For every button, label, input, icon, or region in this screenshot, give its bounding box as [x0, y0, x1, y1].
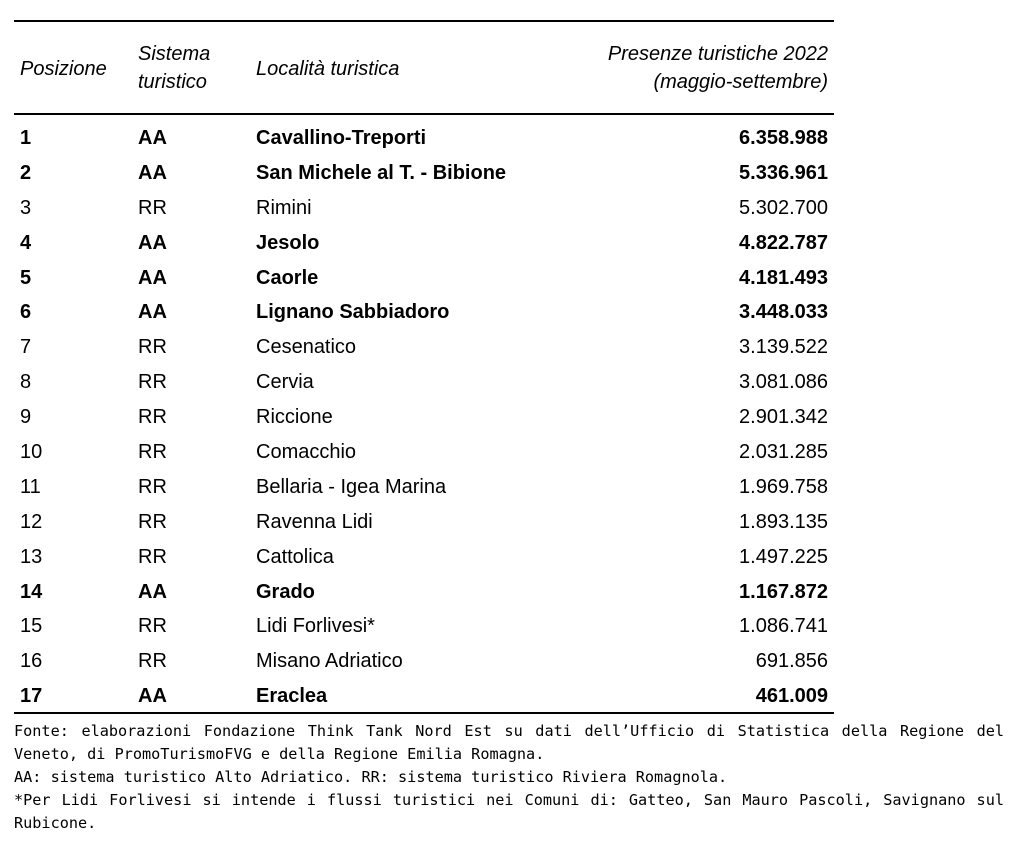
- table-row: [14, 542, 834, 577]
- cell-locality: Riccione: [256, 406, 333, 429]
- cell-position: 16: [20, 650, 43, 673]
- header-system: [138, 40, 210, 96]
- cell-locality: Ravenna Lidi: [256, 510, 373, 533]
- cell-presences: 1.497.225: [739, 545, 828, 568]
- cell-locality: San Michele al T. - Bibione: [256, 161, 507, 184]
- cell-system: AA: [138, 580, 167, 603]
- cell-system: RR: [138, 371, 167, 394]
- cell-position: 14: [20, 580, 43, 603]
- table-notes: [14, 720, 1004, 835]
- cell-presences: 3.448.033: [739, 301, 828, 324]
- cell-locality: Rimini: [256, 196, 312, 219]
- cell-position: 4: [20, 231, 32, 254]
- table-header-rule: [14, 113, 834, 115]
- cell-system: RR: [138, 196, 167, 219]
- cell-locality: Lignano Sabbiadoro: [256, 301, 450, 324]
- cell-locality: Comacchio: [256, 441, 357, 464]
- cell-presences: 4.822.787: [739, 231, 828, 254]
- cell-position: 12: [20, 510, 43, 533]
- table-row: [14, 332, 834, 367]
- cell-locality: Grado: [256, 580, 315, 603]
- cell-locality: Cervia: [256, 371, 314, 394]
- cell-presences: 1.893.135: [739, 510, 828, 533]
- cell-locality: Cavallino-Treporti: [256, 127, 427, 149]
- table-row: [14, 228, 834, 263]
- cell-presences: 2.901.342: [739, 406, 828, 429]
- cell-position: 5: [20, 266, 32, 289]
- cell-presences: 1.086.741: [739, 615, 828, 638]
- legend-note: AA: sistema turistico Alto Adriatico. RR: sistema turistico Riviera Romagnola.: [14, 768, 728, 786]
- cell-position: 17: [20, 685, 43, 708]
- cell-locality: Cattolica: [256, 545, 334, 568]
- table-header: [14, 20, 834, 113]
- table-row: [14, 193, 834, 228]
- cell-position: 8: [20, 371, 32, 394]
- table-row: [14, 123, 834, 158]
- table-row: [14, 263, 834, 298]
- cell-locality: Eraclea: [256, 685, 328, 708]
- cell-position: 2: [20, 161, 32, 184]
- table-body: [14, 123, 834, 716]
- cell-system: RR: [138, 475, 167, 498]
- cell-position: 13: [20, 545, 43, 568]
- cell-system: RR: [138, 615, 167, 638]
- cell-presences: 5.302.700: [739, 196, 828, 219]
- cell-system: RR: [138, 545, 167, 568]
- cell-locality: Cesenatico: [256, 336, 357, 359]
- table-row: [14, 681, 834, 716]
- header-presences-line1: Presenze turistiche 2022: [607, 43, 828, 65]
- cell-system: RR: [138, 650, 167, 673]
- header-system-line2: turistico: [138, 71, 207, 93]
- cell-system: AA: [138, 685, 167, 708]
- cell-position: 7: [20, 336, 32, 359]
- cell-presences: 3.081.086: [739, 371, 828, 394]
- cell-presences: 3.139.522: [739, 336, 828, 359]
- cell-locality: Lidi Forlivesi*: [256, 615, 375, 638]
- cell-system: AA: [138, 231, 167, 254]
- table-row: [14, 611, 834, 646]
- cell-system: AA: [138, 127, 167, 149]
- cell-position: 10: [20, 441, 43, 464]
- header-locality: Località turistica: [256, 58, 400, 80]
- cell-system: RR: [138, 336, 167, 359]
- cell-presences: 461.009: [755, 685, 828, 708]
- table-row: [14, 507, 834, 542]
- cell-locality: Jesolo: [256, 231, 320, 254]
- cell-system: RR: [138, 510, 167, 533]
- table-row: [14, 367, 834, 402]
- source-note: Fonte: elaborazioni Fondazione Think Tank Nord Est su dati dell’Ufficio di Statistica della Regione del Veneto, di PromoTurismoFVG e della Regione Emilia Romagna.: [14, 722, 1004, 763]
- cell-presences: 4.181.493: [739, 266, 828, 289]
- cell-presences: 691.856: [755, 650, 828, 673]
- cell-presences: 1.167.872: [739, 580, 828, 603]
- cell-presences: 2.031.285: [739, 441, 828, 464]
- cell-locality: Caorle: [256, 266, 319, 289]
- header-presences: [608, 40, 828, 96]
- cell-position: 9: [20, 406, 32, 429]
- cell-position: 1: [20, 127, 32, 149]
- table-row: [14, 402, 834, 437]
- table-row: [14, 646, 834, 681]
- header-presences-line2: (maggio-settembre): [653, 71, 828, 93]
- header-position: Posizione: [20, 58, 107, 80]
- table-row: [14, 158, 834, 193]
- header-system-line1: Sistema: [138, 43, 211, 65]
- cell-position: 3: [20, 196, 32, 219]
- table-row: [14, 297, 834, 332]
- cell-system: RR: [138, 441, 167, 464]
- cell-position: 6: [20, 301, 32, 324]
- cell-locality: Misano Adriatico: [256, 650, 403, 673]
- table-row: [14, 472, 834, 507]
- cell-presences: 5.336.961: [739, 161, 828, 184]
- table-row: [14, 577, 834, 612]
- table-row: [14, 437, 834, 472]
- cell-presences: 1.969.758: [739, 475, 828, 498]
- cell-system: RR: [138, 406, 167, 429]
- cell-system: AA: [138, 266, 167, 289]
- cell-presences: 6.358.988: [739, 127, 828, 149]
- cell-locality: Bellaria - Igea Marina: [256, 475, 447, 498]
- cell-position: 11: [20, 475, 41, 498]
- cell-system: AA: [138, 161, 167, 184]
- cell-system: AA: [138, 301, 167, 324]
- cell-position: 15: [20, 615, 43, 638]
- footnote: *Per Lidi Forlivesi si intende i flussi turistici nei Comuni di: Gatteo, San Mauro Pascoli, Savignano sul Rubicone.: [14, 791, 1004, 832]
- table-bottom-rule: [14, 712, 834, 714]
